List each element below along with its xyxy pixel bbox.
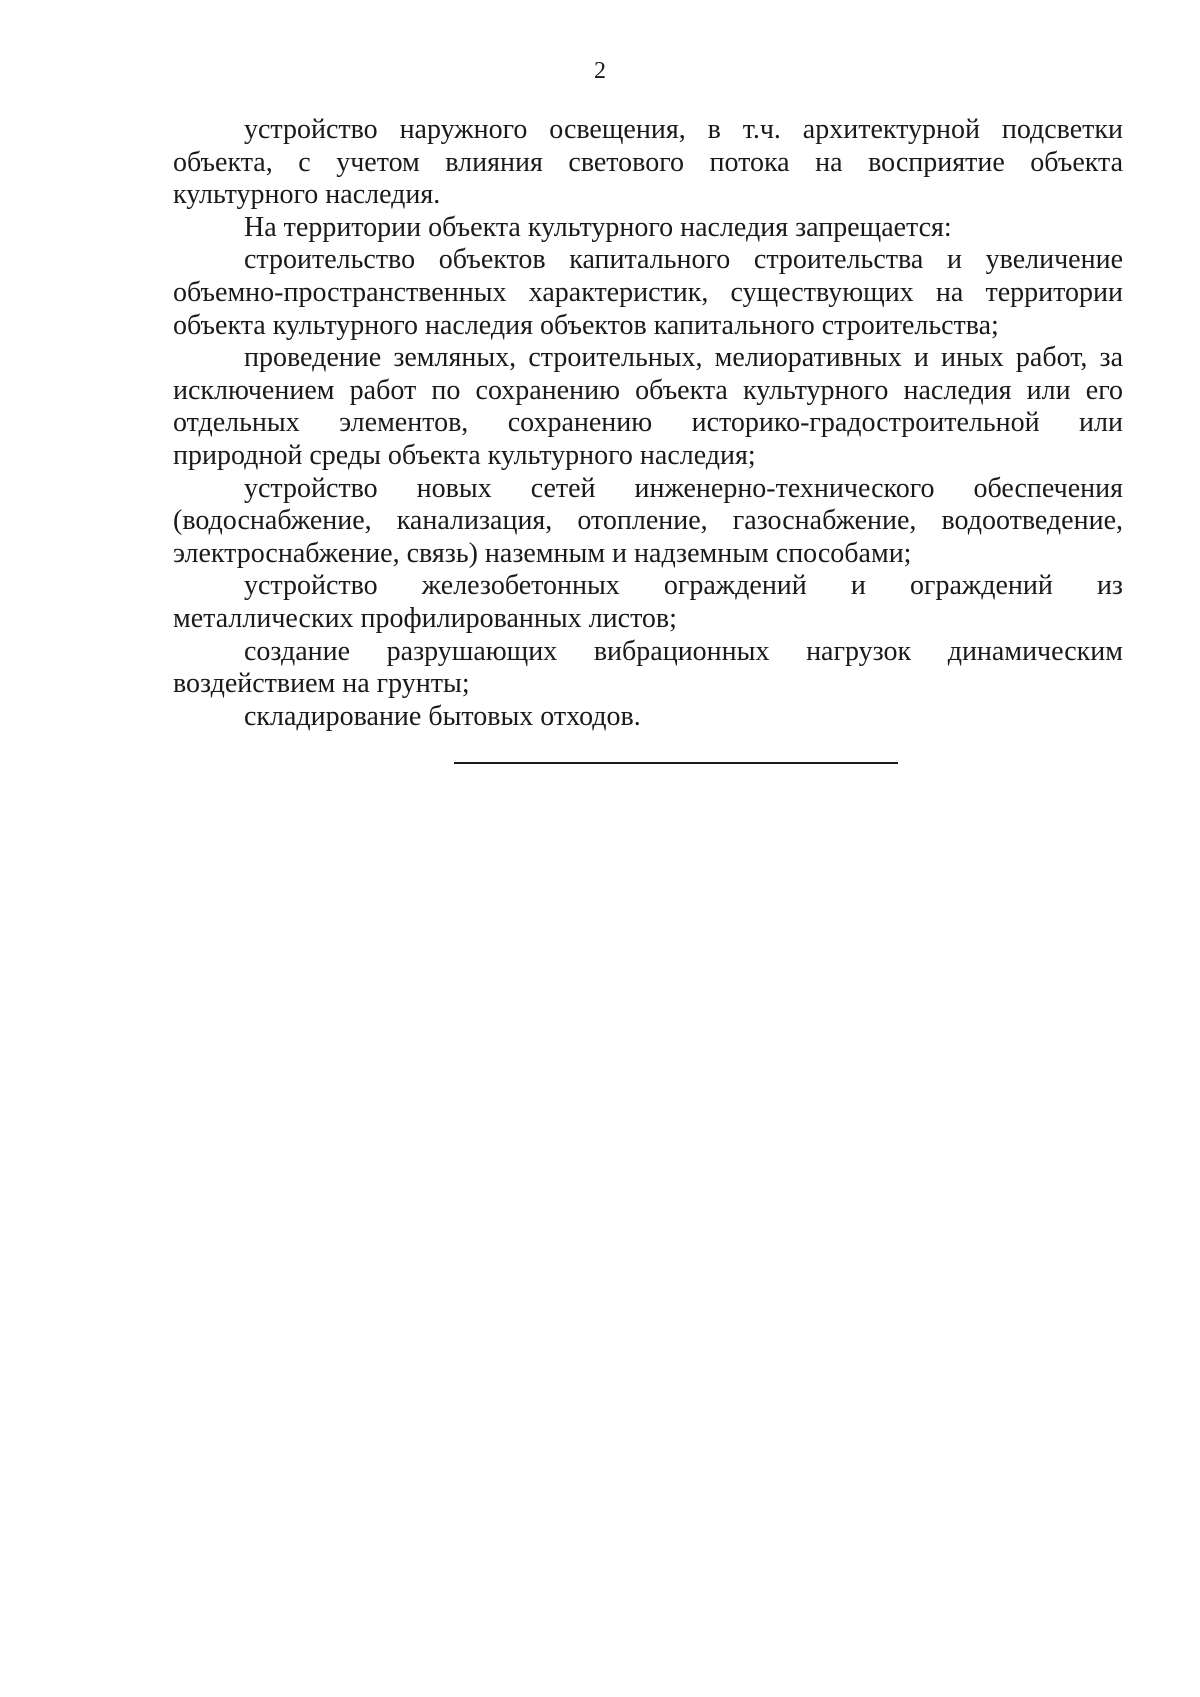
- end-of-text-rule: [454, 762, 898, 764]
- paragraph-earthworks: проведение земляных, строительных, мелиоративных и иных работ, за исключением работ по сохранению объекта культурного наследия или его отдельных элементов, сохранению историко-градостроительной или природной среды объекта культурного наследия;: [173, 342, 1123, 471]
- paragraph-capital-construction: строительство объектов капитального строительства и увеличение объемно-пространственных характеристик, существующих на территории объекта культурного наследия объектов капитального строительства;: [173, 244, 1123, 341]
- paragraph-vibration-loads: создание разрушающих вибрационных нагрузок динамическим воздействием на грунты;: [173, 635, 1123, 700]
- paragraph-prohibitions-intro: На территории объекта культурного наследия запрещается:: [244, 211, 952, 243]
- paragraph-outdoor-lighting: устройство наружного освещения, в т.ч. архитектурной подсветки объекта, с учетом влияния светового потока на восприятие объекта культурного наследия.: [173, 114, 1123, 211]
- paragraph-waste-storage: складирование бытовых отходов.: [244, 700, 641, 732]
- paragraph-engineering-networks: устройство новых сетей инженерно-технического обеспечения (водоснабжение, канализация, отопление, газоснабжение, водоотведение, электроснабжение, связь) наземным и надземным способами;: [173, 472, 1123, 569]
- page-number: 2: [594, 58, 606, 84]
- paragraph-fences: устройство железобетонных ограждений и ограждений из металлических профилированных листов;: [173, 570, 1123, 634]
- document-body: [173, 114, 1123, 733]
